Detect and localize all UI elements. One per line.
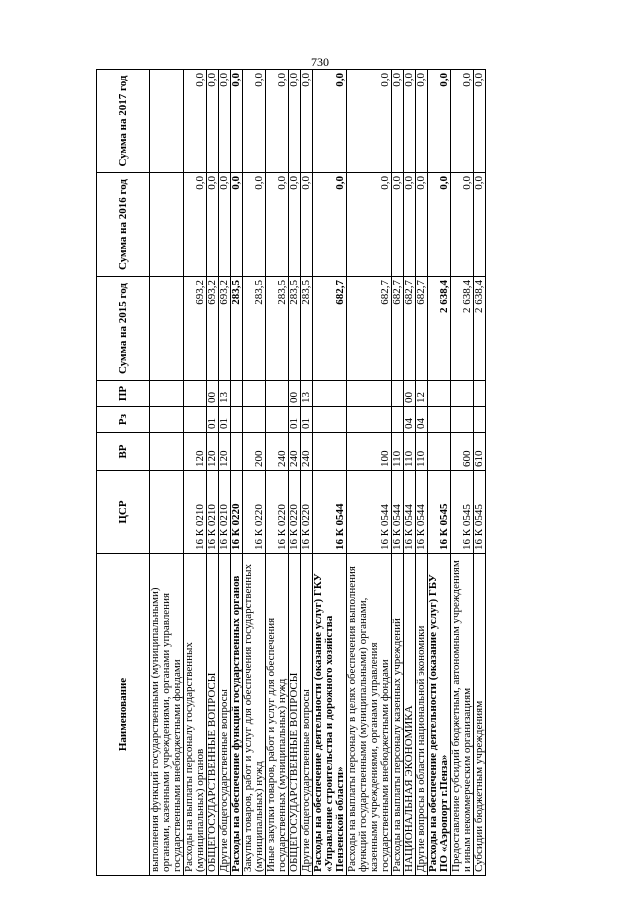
cell-rz <box>266 407 289 433</box>
cell-s2017: 0,0 <box>347 70 392 173</box>
cell-name: Расходы на обеспечение деятельности (оказание услуг) ГКУ «Управление строительства и дорожного хозяйства Пензенской области» <box>313 554 347 876</box>
cell-s2017: 0,0 <box>231 70 243 173</box>
cell-s2016: 0,0 <box>404 173 416 277</box>
cell-name: Другие вопросы в области национальной экономики <box>416 554 428 876</box>
table-row <box>392 70 404 876</box>
cell-s2015: 693,2 <box>219 277 231 381</box>
cell-pr <box>243 381 266 407</box>
table-row <box>428 70 451 876</box>
cell-vr <box>313 433 347 471</box>
cell-s2017: 0,0 <box>416 70 428 173</box>
table-row <box>416 70 428 876</box>
cell-pr: 12 <box>416 381 428 407</box>
cell-s2015: 2 638,4 <box>474 277 486 381</box>
cell-pr: 00 <box>404 381 416 407</box>
cell-s2016: 0,0 <box>243 173 266 277</box>
cell-s2015: 2 638,4 <box>451 277 474 381</box>
cell-csr: 16 К 0545 <box>474 471 486 554</box>
table-header-row <box>97 70 150 876</box>
cell-vr: 120 <box>184 433 207 471</box>
cell-vr <box>428 433 451 471</box>
cell-vr: 120 <box>207 433 219 471</box>
table-row <box>347 70 392 876</box>
cell-csr: 16 К 0544 <box>416 471 428 554</box>
table-row <box>404 70 416 876</box>
cell-name: Субсидии бюджетным учреждениям <box>474 554 486 876</box>
cell-rz: 04 <box>416 407 428 433</box>
cell-rz <box>451 407 474 433</box>
cell-csr: 16 К 0220 <box>243 471 266 554</box>
cell-rz <box>313 407 347 433</box>
cell-s2016: 0,0 <box>313 173 347 277</box>
cell-name: Расходы на выплаты персоналу в целях обеспечения выполнения функций государственными (муниципальными) органами, казенными учреждениями, органами управления государственными внебюджетными фондами <box>347 554 392 876</box>
cell-rz: 01 <box>207 407 219 433</box>
cell-vr: 100 <box>347 433 392 471</box>
cell-rz: 04 <box>404 407 416 433</box>
cell-pr <box>392 381 404 407</box>
page-number: 730 <box>311 55 329 69</box>
table-row <box>184 70 207 876</box>
cell-s2016 <box>150 173 184 277</box>
cell-csr: 16 К 0210 <box>207 471 219 554</box>
cell-csr: 16 К 0544 <box>392 471 404 554</box>
cell-s2015: 682,7 <box>392 277 404 381</box>
cell-pr: 00 <box>289 381 301 407</box>
cell-name: выполнения функций государственными (муниципальными) органами, казенными учреждениями, органами управления государственными внебюджетными фондами <box>150 554 184 876</box>
cell-name: Расходы на выплаты персоналу государственных (муниципальных) органов <box>184 554 207 876</box>
cell-vr: 110 <box>404 433 416 471</box>
cell-rz <box>243 407 266 433</box>
cell-csr: 16 К 0544 <box>404 471 416 554</box>
table-row <box>313 70 347 876</box>
cell-vr: 240 <box>266 433 289 471</box>
cell-s2015: 283,5 <box>266 277 289 381</box>
cell-s2017: 0,0 <box>301 70 313 173</box>
table-row <box>243 70 266 876</box>
header-sum-2016: Сумма на 2016 год <box>97 173 150 277</box>
cell-pr <box>474 381 486 407</box>
cell-pr <box>231 381 243 407</box>
cell-vr: 610 <box>474 433 486 471</box>
cell-s2015: 682,7 <box>416 277 428 381</box>
cell-pr: 13 <box>301 381 313 407</box>
cell-s2015: 283,5 <box>301 277 313 381</box>
cell-rz <box>474 407 486 433</box>
cell-s2016: 0,0 <box>219 173 231 277</box>
cell-s2016: 0,0 <box>231 173 243 277</box>
cell-s2017: 0,0 <box>404 70 416 173</box>
cell-pr: 00 <box>207 381 219 407</box>
cell-s2015: 283,5 <box>289 277 301 381</box>
cell-vr: 110 <box>392 433 404 471</box>
cell-s2016: 0,0 <box>266 173 289 277</box>
cell-csr: 16 К 0220 <box>301 471 313 554</box>
cell-s2017: 0,0 <box>207 70 219 173</box>
cell-rz <box>231 407 243 433</box>
table-row <box>207 70 219 876</box>
cell-vr <box>150 433 184 471</box>
cell-s2017: 0,0 <box>428 70 451 173</box>
cell-name: Расходы на обеспечение функций государственных органов <box>231 554 243 876</box>
cell-pr <box>184 381 207 407</box>
cell-vr <box>231 433 243 471</box>
header-name: Наименование <box>97 554 150 876</box>
cell-s2016: 0,0 <box>416 173 428 277</box>
cell-name: НАЦИОНАЛЬНАЯ ЭКОНОМИКА <box>404 554 416 876</box>
table-row <box>289 70 301 876</box>
cell-vr: 110 <box>416 433 428 471</box>
table-row <box>451 70 474 876</box>
cell-s2015: 283,5 <box>231 277 243 381</box>
table-row <box>301 70 313 876</box>
cell-s2017: 0,0 <box>289 70 301 173</box>
cell-rz <box>150 407 184 433</box>
cell-s2017: 0,0 <box>184 70 207 173</box>
cell-vr: 240 <box>289 433 301 471</box>
cell-s2015: 693,2 <box>184 277 207 381</box>
cell-name: Расходы на обеспечение деятельности (оказание услуг) ГБУ ПО «Аэропорт г.Пенза» <box>428 554 451 876</box>
header-sum-2015: Сумма на 2015 год <box>97 277 150 381</box>
cell-name: Иные закупки товаров, работ и услуг для обеспечения государственных (муниципальных) нужд <box>266 554 289 876</box>
cell-s2017: 0,0 <box>451 70 474 173</box>
cell-pr <box>451 381 474 407</box>
cell-vr: 600 <box>451 433 474 471</box>
cell-s2015: 693,2 <box>207 277 219 381</box>
cell-s2015: 283,5 <box>243 277 266 381</box>
cell-rz <box>184 407 207 433</box>
table-row <box>266 70 289 876</box>
cell-pr <box>347 381 392 407</box>
header-rz: Рз <box>97 407 150 433</box>
table-row <box>150 70 184 876</box>
cell-s2015: 2 638,4 <box>428 277 451 381</box>
cell-csr: 16 К 0545 <box>428 471 451 554</box>
table-row <box>219 70 231 876</box>
cell-csr: 16 К 0220 <box>289 471 301 554</box>
cell-s2017: 0,0 <box>219 70 231 173</box>
cell-name: ОБЩЕГОСУДАРСТВЕННЫЕ ВОПРОСЫ <box>207 554 219 876</box>
cell-vr: 240 <box>301 433 313 471</box>
cell-vr: 200 <box>243 433 266 471</box>
header-sum-2017: Сумма на 2017 год <box>97 70 150 173</box>
cell-rz: 01 <box>219 407 231 433</box>
cell-rz <box>428 407 451 433</box>
cell-s2017: 0,0 <box>474 70 486 173</box>
cell-csr <box>150 471 184 554</box>
cell-rz <box>347 407 392 433</box>
cell-s2015: 682,7 <box>347 277 392 381</box>
cell-name: Другие общегосударственные вопросы <box>301 554 313 876</box>
cell-s2016: 0,0 <box>428 173 451 277</box>
cell-name: ОБЩЕГОСУДАРСТВЕННЫЕ ВОПРОСЫ <box>289 554 301 876</box>
cell-s2015 <box>150 277 184 381</box>
cell-s2017: 0,0 <box>243 70 266 173</box>
cell-pr <box>150 381 184 407</box>
table-row <box>474 70 486 876</box>
cell-csr: 16 К 0544 <box>313 471 347 554</box>
cell-pr: 13 <box>219 381 231 407</box>
cell-s2016: 0,0 <box>301 173 313 277</box>
cell-s2017: 0,0 <box>392 70 404 173</box>
cell-csr: 16 К 0220 <box>266 471 289 554</box>
cell-s2015: 682,7 <box>313 277 347 381</box>
table-row <box>231 70 243 876</box>
cell-s2016: 0,0 <box>207 173 219 277</box>
cell-s2015: 682,7 <box>404 277 416 381</box>
header-vr: ВР <box>97 433 150 471</box>
cell-name: Расходы на выплаты персоналу казенных учреждений <box>392 554 404 876</box>
rotated-table-container <box>96 68 566 876</box>
cell-rz: 01 <box>289 407 301 433</box>
cell-rz <box>392 407 404 433</box>
cell-s2016: 0,0 <box>347 173 392 277</box>
cell-s2017: 0,0 <box>266 70 289 173</box>
cell-csr: 16 К 0545 <box>451 471 474 554</box>
cell-csr: 16 К 0220 <box>231 471 243 554</box>
budget-table <box>96 69 486 876</box>
cell-csr: 16 К 0544 <box>347 471 392 554</box>
cell-s2016: 0,0 <box>474 173 486 277</box>
cell-s2016: 0,0 <box>184 173 207 277</box>
cell-s2017: 0,0 <box>313 70 347 173</box>
header-csr: ЦСР <box>97 471 150 554</box>
cell-name: Предоставление субсидий бюджетным, автономным учреждениям и иным некоммерческим организациям <box>451 554 474 876</box>
cell-s2016: 0,0 <box>289 173 301 277</box>
cell-pr <box>266 381 289 407</box>
cell-name: Закупка товаров, работ и услуг для обеспечения государственных (муниципальных) нужд <box>243 554 266 876</box>
cell-pr <box>313 381 347 407</box>
cell-pr <box>428 381 451 407</box>
cell-s2016: 0,0 <box>451 173 474 277</box>
cell-rz: 01 <box>301 407 313 433</box>
cell-vr: 120 <box>219 433 231 471</box>
header-pr: ПР <box>97 381 150 407</box>
cell-csr: 16 К 0210 <box>184 471 207 554</box>
cell-csr: 16 К 0210 <box>219 471 231 554</box>
cell-s2017 <box>150 70 184 173</box>
cell-name: Другие общегосударственные вопросы <box>219 554 231 876</box>
cell-s2016: 0,0 <box>392 173 404 277</box>
